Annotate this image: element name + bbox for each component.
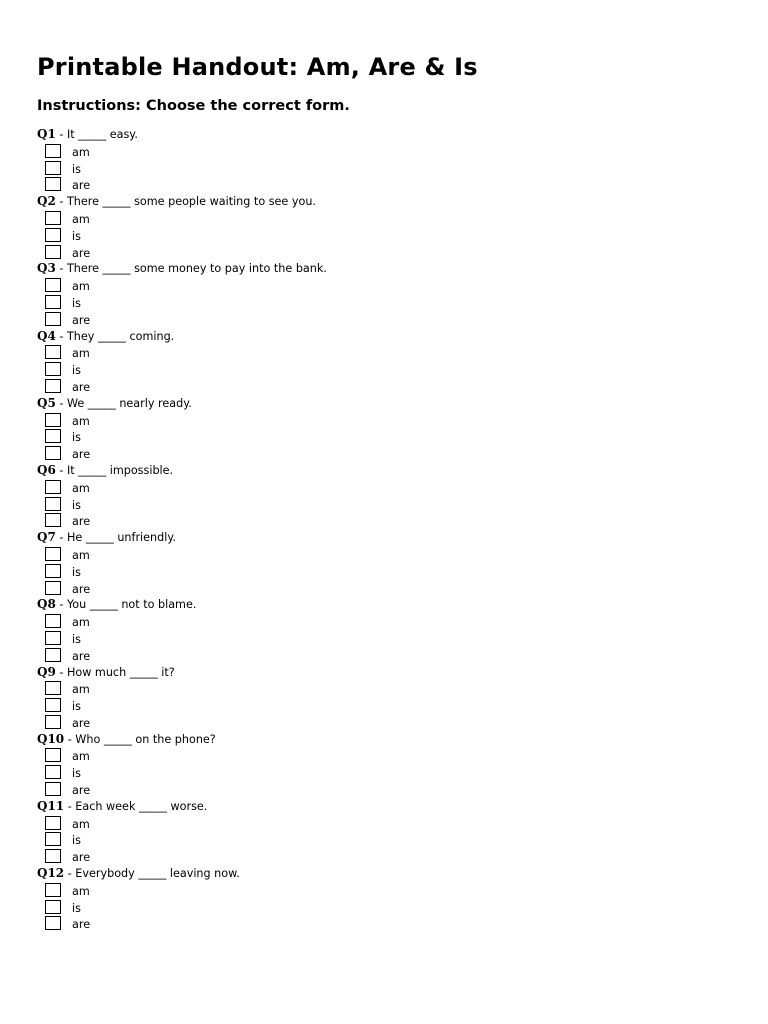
answer-option (37, 831, 737, 848)
answer-checkbox-am[interactable] (45, 883, 61, 897)
answer-option (37, 915, 737, 932)
question-text: - It _____ impossible. (55, 463, 174, 477)
question-text: - We _____ nearly ready. (55, 396, 192, 410)
question-prompt (37, 731, 737, 748)
answer-label-are: are (72, 784, 91, 798)
question-item (37, 395, 737, 462)
answer-option (37, 697, 737, 714)
answer-checkbox-is[interactable] (45, 228, 61, 242)
answer-label-am: am (72, 347, 90, 361)
answer-label-is: is (72, 364, 81, 378)
question-item (37, 529, 737, 596)
question-item (37, 664, 737, 731)
answer-checkbox-is[interactable] (45, 564, 61, 578)
answer-checkbox-are[interactable] (45, 312, 61, 326)
question-prompt (37, 798, 737, 815)
answer-label-are: are (72, 448, 91, 462)
answer-option (37, 227, 737, 244)
answer-option (37, 176, 737, 193)
question-text: - He _____ unfriendly. (55, 531, 176, 545)
answer-option (37, 160, 737, 177)
answer-label-am: am (72, 616, 90, 630)
answer-label-am: am (72, 145, 90, 159)
answer-label-am: am (72, 884, 90, 898)
instructions: Instructions: Choose the correct form. (37, 98, 350, 114)
answer-option (37, 378, 737, 395)
answer-option (37, 764, 737, 781)
answer-option (37, 580, 737, 597)
question-prompt (37, 260, 737, 277)
answer-label-is: is (72, 700, 81, 714)
answer-checkbox-are[interactable] (45, 648, 61, 662)
answer-option (37, 747, 737, 764)
question-number: Q6 (37, 462, 56, 477)
answer-option (37, 781, 737, 798)
answer-label-are: are (72, 246, 91, 260)
answer-checkbox-is[interactable] (45, 362, 61, 376)
question-text: - Each week _____ worse. (64, 799, 208, 813)
answer-option (37, 479, 737, 496)
question-text: - It _____ easy. (55, 128, 138, 141)
question-number: Q7 (37, 530, 56, 545)
answer-checkbox-am[interactable] (45, 278, 61, 292)
question-number: Q12 (37, 866, 65, 881)
answer-label-is: is (72, 834, 81, 848)
answer-checkbox-is[interactable] (45, 497, 61, 511)
page-title: Printable Handout: Am, Are & Is (37, 53, 478, 81)
answer-label-are: are (72, 716, 91, 730)
answer-option (37, 143, 737, 160)
answer-option (37, 647, 737, 664)
answer-checkbox-are[interactable] (45, 782, 61, 796)
question-item (37, 193, 737, 260)
answer-label-are: are (72, 582, 91, 596)
answer-label-are: are (72, 649, 91, 663)
answer-label-is: is (72, 901, 81, 915)
answer-checkbox-am[interactable] (45, 480, 61, 494)
answer-checkbox-are[interactable] (45, 849, 61, 863)
question-item (37, 328, 737, 395)
answer-option (37, 613, 737, 630)
answer-checkbox-is[interactable] (45, 765, 61, 779)
answer-label-am: am (72, 750, 90, 764)
answer-checkbox-am[interactable] (45, 748, 61, 762)
answer-checkbox-are[interactable] (45, 245, 61, 259)
answer-label-is: is (72, 162, 81, 176)
answer-label-are: are (72, 515, 91, 529)
answer-option (37, 344, 737, 361)
question-text: - There _____ some people waiting to see you. (55, 195, 316, 209)
answer-option (37, 848, 737, 865)
answer-checkbox-is[interactable] (45, 698, 61, 712)
answer-checkbox-are[interactable] (45, 177, 61, 191)
question-item (37, 260, 737, 327)
answer-option (37, 412, 737, 429)
answer-option (37, 428, 737, 445)
answer-label-are: are (72, 851, 91, 865)
question-text: - Everybody _____ leaving now. (64, 867, 240, 881)
question-text: - Who _____ on the phone? (64, 732, 216, 746)
question-number: Q9 (37, 664, 56, 679)
answer-checkbox-are[interactable] (45, 581, 61, 595)
question-prompt (37, 865, 737, 882)
question-number: Q3 (37, 261, 56, 276)
answer-option (37, 311, 737, 328)
answer-option (37, 512, 737, 529)
answer-checkbox-are[interactable] (45, 715, 61, 729)
question-number: Q8 (37, 597, 56, 612)
question-prompt (37, 126, 737, 143)
answer-option (37, 546, 737, 563)
answer-option (37, 496, 737, 513)
answer-label-is: is (72, 431, 81, 445)
question-text: - They _____ coming. (55, 329, 175, 343)
answer-label-is: is (72, 632, 81, 646)
answer-label-is: is (72, 767, 81, 781)
answer-checkbox-is[interactable] (45, 295, 61, 309)
answer-option (37, 244, 737, 261)
answer-label-is: is (72, 498, 81, 512)
question-item (37, 865, 737, 932)
answer-label-am: am (72, 280, 90, 294)
answer-option (37, 294, 737, 311)
question-prompt (37, 395, 737, 412)
question-text: - How much _____ it? (55, 665, 175, 679)
question-item (37, 731, 737, 798)
answer-label-am: am (72, 683, 90, 697)
answer-option (37, 361, 737, 378)
question-number: Q1 (37, 127, 56, 141)
question-item (37, 596, 737, 663)
question-number: Q5 (37, 395, 56, 410)
answer-label-am: am (72, 481, 90, 495)
answer-checkbox-is[interactable] (45, 161, 61, 175)
answer-option (37, 445, 737, 462)
answer-option (37, 210, 737, 227)
question-text: - You _____ not to blame. (55, 598, 197, 612)
answer-label-are: are (72, 918, 91, 932)
answer-label-are: are (72, 313, 91, 327)
answer-checkbox-am[interactable] (45, 144, 61, 158)
answer-option (37, 899, 737, 916)
question-prompt (37, 596, 737, 613)
answer-checkbox-am[interactable] (45, 413, 61, 427)
answer-option (37, 882, 737, 899)
question-number: Q10 (37, 731, 65, 746)
answer-checkbox-am[interactable] (45, 681, 61, 695)
question-number: Q11 (37, 798, 65, 813)
question-item (37, 126, 737, 193)
question-list (37, 126, 737, 932)
answer-checkbox-are[interactable] (45, 513, 61, 527)
answer-label-are: are (72, 380, 91, 394)
answer-checkbox-am[interactable] (45, 614, 61, 628)
answer-checkbox-am[interactable] (45, 547, 61, 561)
answer-checkbox-is[interactable] (45, 832, 61, 846)
answer-checkbox-am[interactable] (45, 816, 61, 830)
handout-page (37, 50, 737, 932)
answer-checkbox-am[interactable] (45, 345, 61, 359)
question-text: - There _____ some money to pay into the bank. (55, 262, 327, 276)
answer-label-is: is (72, 296, 81, 310)
answer-checkbox-are[interactable] (45, 379, 61, 393)
question-prompt (37, 193, 737, 210)
answer-label-am: am (72, 212, 90, 226)
answer-label-is: is (72, 565, 81, 579)
answer-option (37, 714, 737, 731)
answer-checkbox-am[interactable] (45, 211, 61, 225)
answer-option (37, 680, 737, 697)
answer-label-am: am (72, 548, 90, 562)
answer-label-am: am (72, 414, 90, 428)
answer-option (37, 815, 737, 832)
question-prompt (37, 462, 737, 479)
answer-label-is: is (72, 229, 81, 243)
answer-option (37, 563, 737, 580)
answer-checkbox-is[interactable] (45, 429, 61, 443)
question-prompt (37, 529, 737, 546)
answer-option (37, 277, 737, 294)
question-item (37, 462, 737, 529)
answer-checkbox-is[interactable] (45, 631, 61, 645)
question-number: Q4 (37, 328, 56, 343)
answer-checkbox-is[interactable] (45, 900, 61, 914)
question-prompt (37, 328, 737, 345)
question-prompt (37, 664, 737, 681)
question-item (37, 798, 737, 865)
answer-checkbox-are[interactable] (45, 446, 61, 460)
question-number: Q2 (37, 194, 56, 209)
answer-checkbox-are[interactable] (45, 916, 61, 930)
answer-label-am: am (72, 817, 90, 831)
answer-option (37, 630, 737, 647)
answer-label-are: are (72, 179, 91, 193)
